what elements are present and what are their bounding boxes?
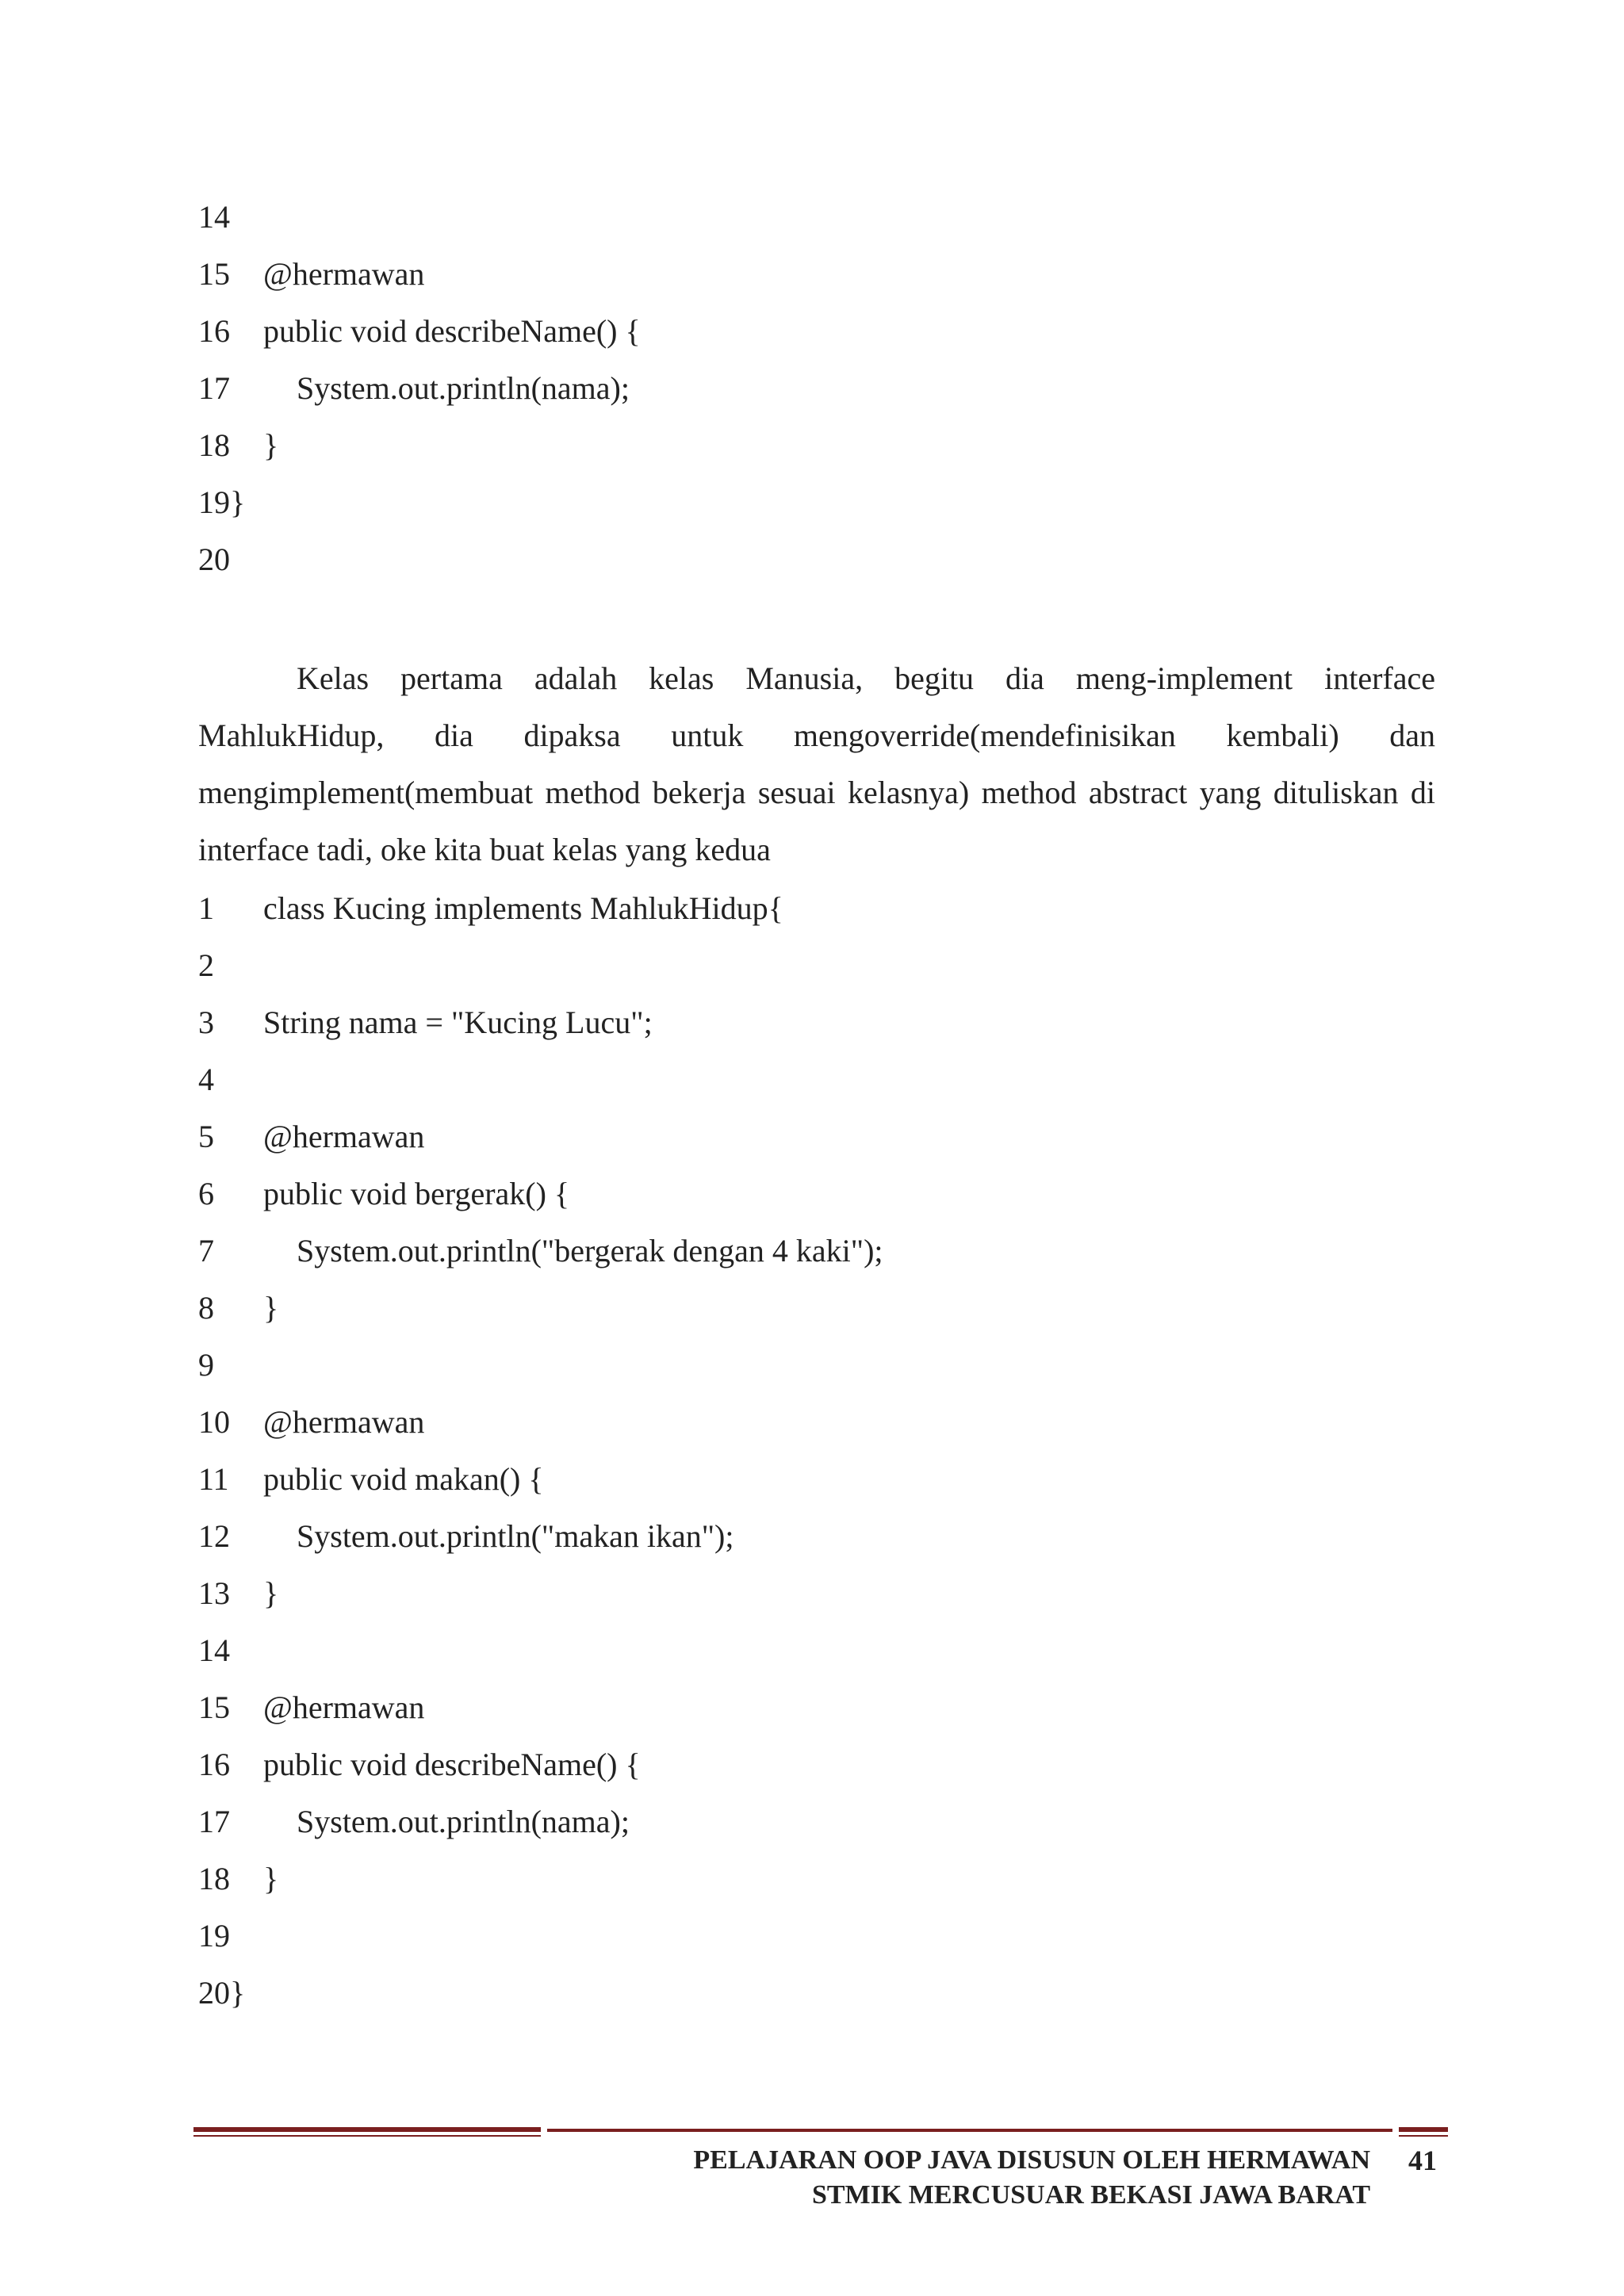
line-number: 18	[198, 1861, 230, 1896]
code-text: @hermawan	[263, 1119, 425, 1154]
line-number: 15	[198, 1689, 230, 1725]
line-number: 5	[198, 1119, 214, 1154]
code-text: @hermawan	[263, 1689, 425, 1725]
footer-rule-right-thick	[1399, 2127, 1448, 2132]
line-number: 16	[198, 313, 230, 349]
line-number: 8	[198, 1290, 214, 1326]
line-number: 18	[198, 427, 230, 463]
footer-rule-center-thick	[547, 2129, 1392, 2132]
line-number: 14	[198, 1632, 230, 1668]
line-number: 3	[198, 1004, 214, 1040]
line-number: 19}	[198, 484, 246, 520]
line-number: 15	[198, 256, 230, 292]
footer-rule-right-thin	[1399, 2135, 1448, 2137]
code-text: public void makan() {	[263, 1461, 544, 1497]
line-number: 20	[198, 541, 230, 577]
code-text: }	[263, 1575, 279, 1611]
code-text: System.out.println("bergerak dengan 4 kaki");	[297, 1233, 883, 1269]
footer-title: PELAJARAN OOP JAVA DISUSUN OLEH HERMAWAN	[693, 2145, 1370, 2175]
code-text: }	[263, 1290, 279, 1326]
code-text: System.out.println("makan ikan");	[297, 1518, 734, 1554]
line-number: 13	[198, 1575, 230, 1611]
line-number: 19	[198, 1918, 230, 1954]
line-number: 1	[198, 890, 214, 926]
footer-rule-left-thin	[193, 2135, 541, 2137]
code-text: System.out.println(nama);	[297, 370, 630, 406]
code-text: @hermawan	[263, 256, 425, 292]
code-text: System.out.println(nama);	[297, 1804, 630, 1839]
line-number: 20}	[198, 1975, 246, 2011]
line-number: 7	[198, 1233, 214, 1269]
line-number: 17	[198, 1804, 230, 1839]
line-number: 10	[198, 1404, 230, 1440]
code-text: public void describeName() {	[263, 313, 641, 349]
line-number: 6	[198, 1176, 214, 1211]
line-number: 16	[198, 1747, 230, 1782]
footer-rule-left-thick	[193, 2127, 541, 2132]
code-text: class Kucing implements MahlukHidup{	[263, 890, 783, 926]
line-number: 2	[198, 947, 214, 983]
footer-subtitle: STMIK MERCUSUAR BEKASI JAWA BARAT	[811, 2180, 1370, 2210]
code-text: String nama = "Kucing Lucu";	[263, 1004, 653, 1040]
line-number: 9	[198, 1347, 214, 1383]
line-number: 11	[198, 1461, 229, 1497]
code-text: }	[263, 1861, 279, 1896]
code-text: @hermawan	[263, 1404, 425, 1440]
line-number: 17	[198, 370, 230, 406]
line-number: 12	[198, 1518, 230, 1554]
code-text: }	[263, 427, 279, 463]
line-number: 4	[198, 1062, 214, 1097]
body-paragraph: Kelas pertama adalah kelas Manusia, begitu dia meng-implement interface MahlukHidup, dia dipaksa untuk mengoverride(mendefinisikan kembali) dan mengimplement(membuat method bekerja sesuai kelasnya) method abstract yang dituliskan di interface tadi, oke kita buat kelas yang kedua	[198, 660, 1435, 867]
code-text: public void bergerak() {	[263, 1176, 570, 1211]
code-text: public void describeName() {	[263, 1747, 641, 1782]
page-number: 41	[1408, 2145, 1437, 2176]
line-number: 14	[198, 199, 230, 235]
